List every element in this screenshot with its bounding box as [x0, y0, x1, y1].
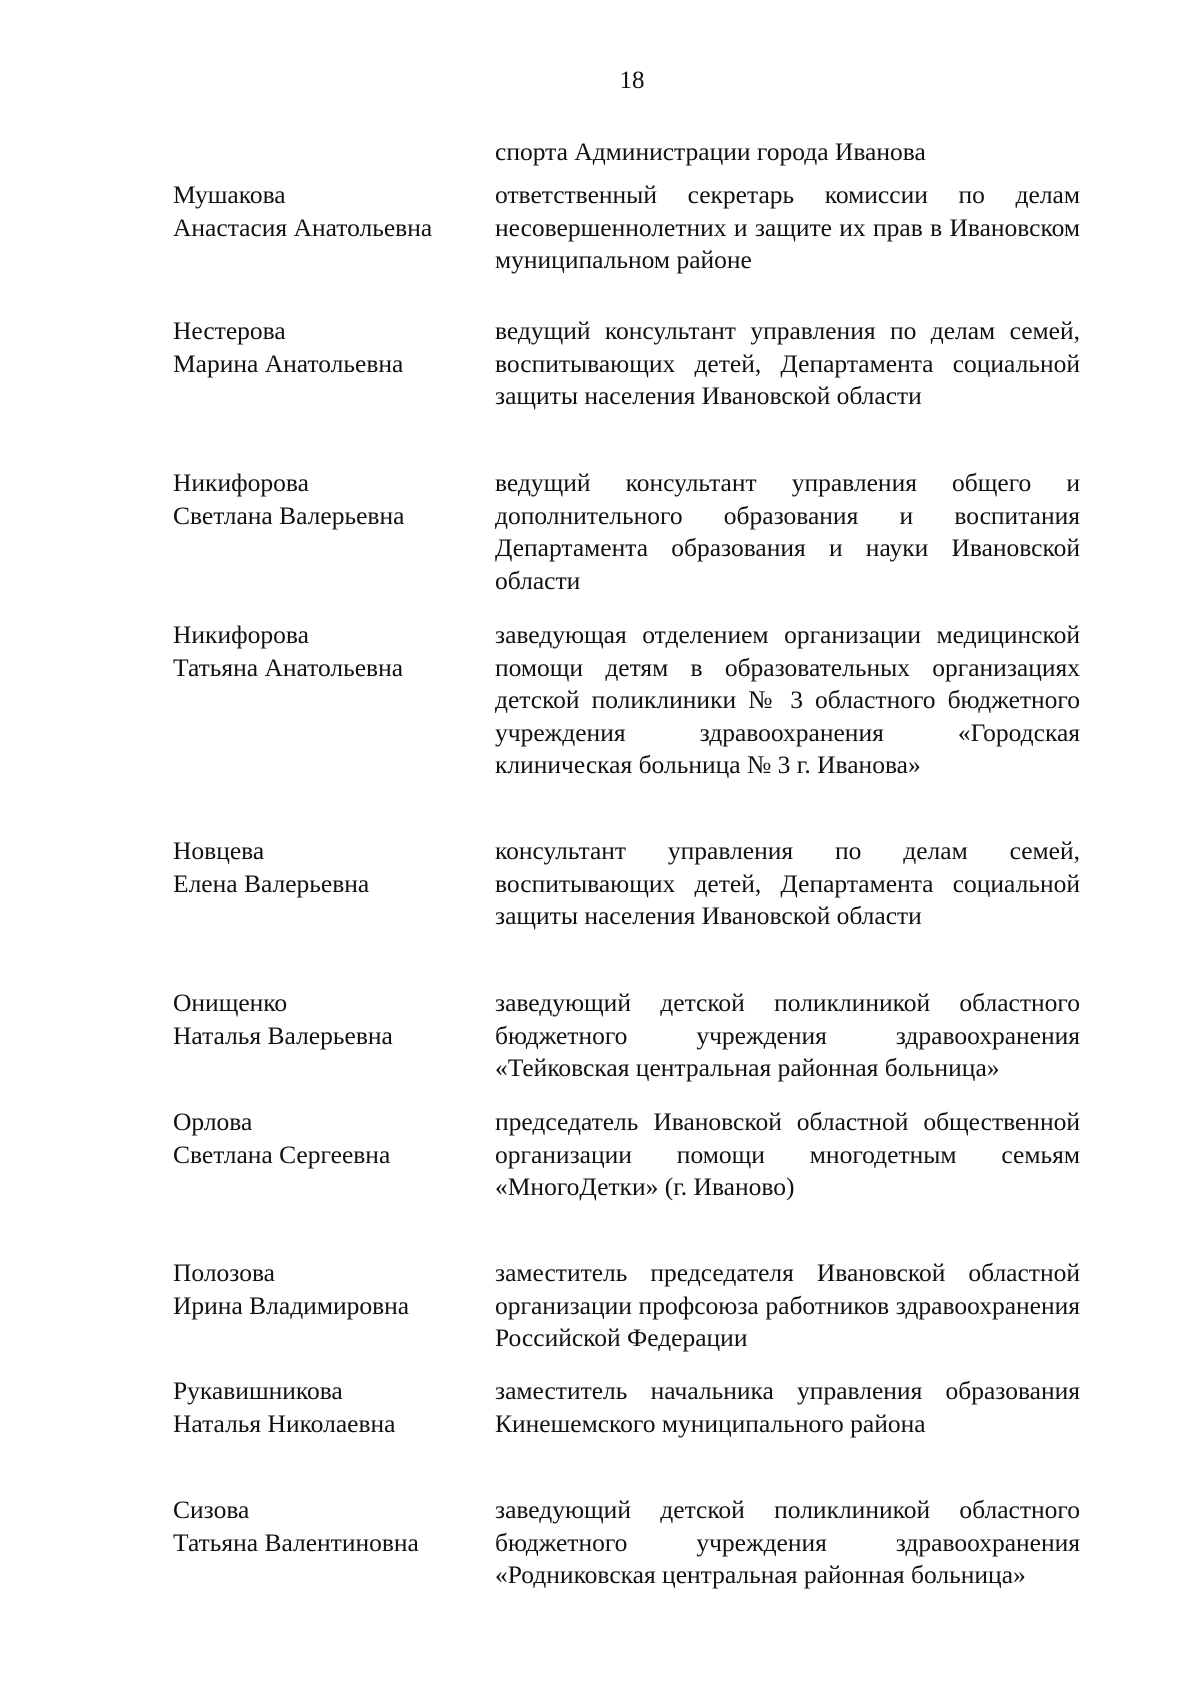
member-name [173, 1106, 483, 1171]
member-given-names: Татьяна Анатольевна [173, 652, 404, 682]
member-given-names: Светлана Сергеевна [173, 1139, 391, 1169]
member-position: консультант управления по делам семей, воспитывающих детей, Департамента социальной защиты населения Ивановской области [495, 836, 1080, 930]
member-surname: Рукавишникова [173, 1376, 343, 1405]
member-surname: Сизова [173, 1495, 250, 1524]
member-surname: Мушакова [173, 180, 286, 209]
member-position: председатель Ивановской областной общественной организации помощи многодетным семьям «МногоДетки» (г. Иваново) [495, 1107, 1080, 1201]
member-position: заместитель председателя Ивановской областной организации профсоюза работников здравоохранения Российской Федерации [495, 1258, 1080, 1352]
member-name [173, 1257, 483, 1322]
member-name [173, 179, 483, 244]
member-given-names: Наталья Николаевна [173, 1408, 396, 1438]
member-name [173, 467, 483, 532]
member-given-names: Татьяна Валентиновна [173, 1527, 419, 1557]
continued-position-text: спорта Администрации города Иванова [495, 137, 926, 166]
member-position: заведующий детской поликлиникой областного бюджетного учреждения здравоохранения «Родниковская центральная районная больница» [495, 1495, 1080, 1589]
member-name [173, 315, 483, 380]
member-name [173, 987, 483, 1052]
member-given-names: Светлана Валерьевна [173, 500, 405, 530]
member-given-names: Наталья Валерьевна [173, 1020, 393, 1050]
member-position: заместитель начальника управления образования Кинешемского муниципального района [495, 1376, 1080, 1438]
member-surname: Онищенко [173, 988, 288, 1017]
member-surname: Нестерова [173, 316, 286, 345]
member-given-names: Ирина Владимировна [173, 1290, 410, 1320]
member-position: ведущий консультант управления общего и дополнительного образования и воспитания Департамента образования и науки Ивановской области [495, 468, 1080, 595]
member-given-names: Елена Валерьевна [173, 868, 370, 898]
member-surname: Никифорова [173, 620, 309, 649]
member-given-names: Марина Анатольевна [173, 348, 404, 378]
member-surname: Полозова [173, 1258, 275, 1287]
member-name [173, 1375, 483, 1440]
member-surname: Никифорова [173, 468, 309, 497]
member-position: заведующий детской поликлиникой областного бюджетного учреждения здравоохранения «Тейковская центральная районная больница» [495, 988, 1080, 1082]
member-name [173, 619, 483, 684]
member-name [173, 1494, 483, 1559]
member-name [173, 835, 483, 900]
member-given-names: Анастасия Анатольевна [173, 212, 433, 242]
member-position: ответственный секретарь комиссии по делам несовершеннолетних и защите их прав в Ивановском муниципальном районе [495, 180, 1080, 274]
page-number: 18 [619, 67, 645, 94]
member-surname: Новцева [173, 836, 265, 865]
member-position: ведущий консультант управления по делам семей, воспитывающих детей, Департамента социальной защиты населения Ивановской области [495, 316, 1080, 410]
member-position: заведующая отделением организации медицинской помощи детям в образовательных организациях детской поликлиники № 3 областного бюджетного учреждения здравоохранения «Городская клиническая больница № 3 г. Иванова» [495, 620, 1080, 779]
member-surname: Орлова [173, 1107, 253, 1136]
